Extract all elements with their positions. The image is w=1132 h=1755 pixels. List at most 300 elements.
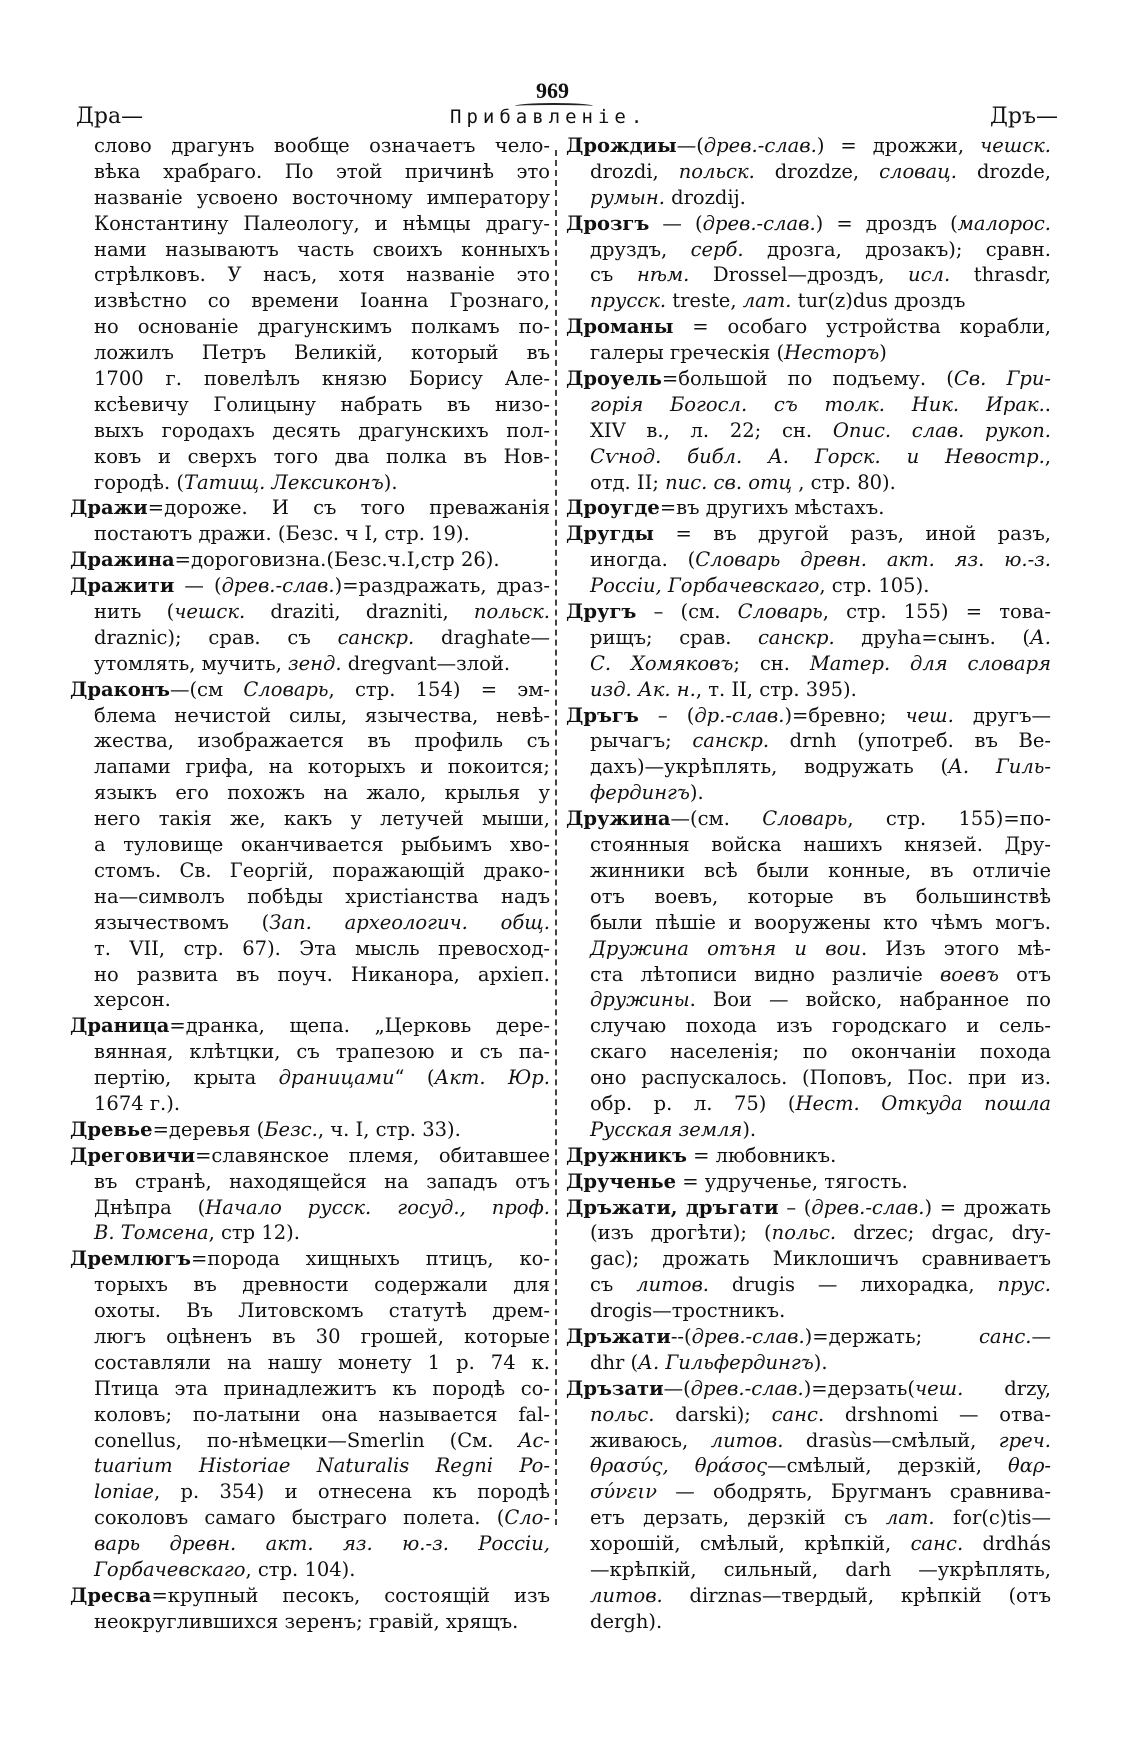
right-column xyxy=(566,133,1051,1635)
italic-reference: польск. xyxy=(678,159,755,183)
text-segment: = любовникъ. xyxy=(686,1143,837,1167)
italic-reference: серб. xyxy=(690,237,744,261)
text-segment: торыхъ въ древности содержали для xyxy=(94,1273,550,1297)
text-line xyxy=(70,1220,550,1246)
text-line xyxy=(566,470,1051,496)
text-segment: т. VII, стр. 67). Эта мысль превосход- xyxy=(94,936,550,960)
text-line xyxy=(70,366,550,392)
text-segment: , ч. I, стр. 33). xyxy=(317,1117,461,1141)
italic-reference: Горбачевскаго xyxy=(94,1557,246,1581)
text-line xyxy=(566,1143,1051,1169)
italic-reference: древ.-слав. xyxy=(703,134,817,157)
text-segment: , т. II, стр. 395). xyxy=(695,677,857,701)
text-line xyxy=(566,159,1051,185)
italic-reference: древ.-слав. xyxy=(690,1376,804,1400)
text-segment: =порода хищныхъ птицъ, ко- xyxy=(190,1247,550,1271)
italic-reference: нѣм. xyxy=(636,263,690,287)
dictionary-entry xyxy=(70,547,550,573)
text-line xyxy=(566,392,1051,418)
text-line xyxy=(566,366,1051,392)
text-segment: draziti, drazniti, xyxy=(245,600,474,624)
text-line xyxy=(566,340,1051,366)
headword: Драница xyxy=(70,1014,170,1038)
text-segment: drugis — лихорадка, xyxy=(709,1273,998,1297)
text-segment: conellus, по-нѣмецки—Smerlin (См. xyxy=(94,1428,519,1452)
text-line xyxy=(566,1195,1051,1221)
text-line xyxy=(70,832,550,858)
italic-reference: Акт. Юр. xyxy=(434,1066,550,1090)
headword: Дръзати xyxy=(566,1376,664,1400)
text-line xyxy=(70,625,550,651)
text-segment: ста лѣтописи видно различіе xyxy=(590,962,940,986)
text-line xyxy=(70,1583,550,1609)
text-segment: городѣ. ( xyxy=(94,470,184,494)
text-segment: дахъ)—укрѣплять, водружать ( xyxy=(590,755,949,779)
text-segment: = удрученье, тягость. xyxy=(676,1169,908,1193)
text-line xyxy=(566,547,1051,573)
text-segment: – ( xyxy=(638,703,695,727)
text-segment: — ( xyxy=(174,574,222,598)
text-segment: , стр. 104). xyxy=(245,1557,356,1581)
text-segment: въ странѣ, находящейся на западъ отъ xyxy=(94,1169,550,1193)
text-segment: , стр. 155) = това- xyxy=(822,600,1051,624)
text-segment: но основаніе драгунскимъ полкамъ по- xyxy=(94,315,550,339)
text-segment: Птица эта принадлежитъ къ породѣ со- xyxy=(94,1376,550,1400)
text-segment: – ( xyxy=(778,1195,812,1219)
text-line xyxy=(70,677,550,703)
text-segment: = особаго устройства корабли, xyxy=(673,315,1051,339)
text-segment: )=раздражать, драз- xyxy=(334,574,550,598)
headword: Дръгъ xyxy=(566,703,639,727)
text-line xyxy=(566,1453,1051,1479)
text-segment: блема нечистой силы, язычества, невѣ- xyxy=(94,703,550,727)
text-segment: извѣстно со времени Іоанна Грознаго, xyxy=(94,289,550,313)
italic-reference: чеш. xyxy=(905,703,954,727)
text-segment: вянная, клѣтцки, съ трапезою и съ па- xyxy=(94,1040,550,1064)
italic-reference: Словарь xyxy=(243,677,329,701)
text-segment: живаюсь, xyxy=(590,1428,711,1452)
text-line xyxy=(70,1505,550,1531)
italic-reference: малорос. xyxy=(957,211,1051,235)
dictionary-entry xyxy=(566,806,1051,1143)
italic-reference: θαρ- xyxy=(1008,1454,1052,1478)
text-segment: =деревья ( xyxy=(152,1117,265,1141)
text-segment: drdhás xyxy=(963,1532,1051,1556)
text-line xyxy=(566,1402,1051,1428)
text-segment: галеры греческія ( xyxy=(590,341,785,365)
text-segment: коловъ; по-латыни она называется fal- xyxy=(94,1402,550,1426)
text-line xyxy=(70,1065,550,1091)
text-segment: gac); дрожать Миклошичъ сравниваетъ xyxy=(590,1247,1051,1271)
dictionary-entry xyxy=(70,1246,550,1583)
text-segment: —( xyxy=(663,1376,691,1400)
text-segment: ковъ и сверхъ того два полка въ Нов- xyxy=(94,444,550,468)
text-segment: языкъ его похожъ на жало, крылья у xyxy=(94,781,550,805)
italic-reference: древ.-слав. xyxy=(691,1324,805,1348)
italic-reference: литов. xyxy=(710,1428,784,1452)
text-segment: )=дерзать( xyxy=(803,1376,915,1400)
text-segment: слово драгунъ вообще означаетъ чело- xyxy=(94,134,550,157)
text-segment: херсон. xyxy=(94,988,171,1012)
text-segment: )=бревно; xyxy=(784,703,906,727)
text-segment: хорошій, смѣлый, крѣпкій, xyxy=(590,1532,911,1556)
text-segment: жинники всѣ были конные, въ отличіе xyxy=(590,858,1051,882)
text-segment: постаютъ дражи. (Безс. ч I, стр. 19). xyxy=(94,522,470,546)
text-line xyxy=(70,1609,550,1635)
dictionary-entry xyxy=(566,211,1051,315)
headword: Дроуель xyxy=(566,367,662,391)
text-segment: утомлять, мучить, xyxy=(94,651,288,675)
text-line xyxy=(70,703,550,729)
text-segment: =дороже. И съ того преважанія xyxy=(147,496,550,520)
text-line xyxy=(566,832,1051,858)
text-line xyxy=(566,1557,1051,1583)
text-segment: drozdij. xyxy=(664,185,746,209)
italic-reference: А. Гиль- xyxy=(948,755,1051,779)
text-segment: drzy, xyxy=(963,1376,1051,1400)
text-line xyxy=(70,1453,550,1479)
text-line xyxy=(566,677,1051,703)
headword: Другъ xyxy=(566,600,637,624)
italic-reference: В. Томсена xyxy=(94,1221,209,1245)
text-line xyxy=(566,1609,1051,1635)
text-line xyxy=(566,185,1051,211)
text-line xyxy=(70,1195,550,1221)
headword: Дроманы xyxy=(566,315,674,339)
italic-reference: санскр. xyxy=(337,625,415,649)
text-line xyxy=(566,625,1051,651)
text-segment: , p. 354) и отнесена къ породѣ xyxy=(153,1480,550,1504)
text-line xyxy=(70,444,550,470)
text-segment: отъ воевъ, которые въ большинствѣ xyxy=(590,884,1051,908)
text-segment: 1700 г. повелѣлъ князю Борису Але- xyxy=(94,367,550,391)
text-line xyxy=(566,599,1051,625)
text-line xyxy=(70,547,550,573)
text-line xyxy=(70,1039,550,1065)
text-line xyxy=(70,237,550,263)
text-segment: ) = дрожжи, xyxy=(816,134,981,157)
italic-reference: словац. xyxy=(879,159,957,183)
text-line xyxy=(566,1428,1051,1454)
text-line xyxy=(70,987,550,1013)
text-segment: drozde, xyxy=(956,159,1051,183)
text-line xyxy=(566,237,1051,263)
text-segment: иногда. ( xyxy=(590,548,696,572)
text-segment: ). xyxy=(383,470,398,494)
text-segment: , стр. 105). xyxy=(819,574,930,598)
text-segment: , xyxy=(1044,444,1051,468)
text-segment: ) xyxy=(879,341,887,365)
text-segment: но развита въ поуч. Никанора, архіеп. xyxy=(94,962,550,986)
text-line xyxy=(566,1505,1051,1531)
text-line xyxy=(566,1220,1051,1246)
text-line xyxy=(70,262,550,288)
text-line xyxy=(566,1272,1051,1298)
text-segment: охоты. Въ Литовскомъ статутѣ дрем- xyxy=(94,1299,550,1323)
headword: Дреговичи xyxy=(70,1143,196,1167)
text-line xyxy=(566,1013,1051,1039)
text-segment: составляли на нашу монету 1 р. 74 к. xyxy=(94,1350,550,1374)
text-segment: случаю похода изъ городскаго и сель- xyxy=(590,1014,1051,1038)
text-line xyxy=(566,133,1051,159)
text-segment: dirznas—твердый, крѣпкій (отъ xyxy=(662,1583,1051,1607)
headword: Друченье xyxy=(566,1169,677,1193)
text-segment: нами называютъ часть своихъ конныхъ xyxy=(94,237,550,261)
text-segment: дрозга, дрозакъ); сравн. xyxy=(743,237,1051,261)
text-segment: другъ— xyxy=(953,703,1051,727)
running-head-left: Дра— xyxy=(76,104,144,129)
text-segment: съ xyxy=(590,263,637,287)
italic-reference: древ.-слав. xyxy=(702,211,816,235)
italic-reference: исл. xyxy=(908,263,951,287)
text-segment: на—символъ побѣды христіанства надъ xyxy=(94,884,550,908)
text-line xyxy=(70,1479,550,1505)
text-segment: =дороговизна.(Безс.ч.I,стр 26). xyxy=(174,548,500,572)
italic-reference: горія Богосл. съ толк. Ник. Ирак. xyxy=(590,392,1045,416)
text-segment: — ободрять, Бругманъ сравнива- xyxy=(656,1480,1051,1504)
running-head-right: Дръ— xyxy=(990,104,1058,129)
italic-reference: воевъ xyxy=(939,962,999,986)
text-line xyxy=(70,962,550,988)
text-segment: treste, xyxy=(666,289,743,313)
text-line xyxy=(70,599,550,625)
text-segment: неокруглившихся зеренъ; гравій, хрящъ. xyxy=(94,1609,519,1633)
text-segment: , стр. 154) = эм- xyxy=(328,677,550,701)
headword: Дражина xyxy=(70,548,175,572)
italic-reference: Зап. археологич. общ. xyxy=(269,910,551,934)
text-line xyxy=(70,340,550,366)
text-segment: нить ( xyxy=(94,600,175,624)
text-segment: оно распускалось. (Поповъ, Пос. при из. xyxy=(590,1066,1051,1090)
text-segment: =въ другихъ мѣстахъ. xyxy=(659,496,885,520)
italic-reference: чеш. xyxy=(914,1376,964,1400)
italic-reference: древ.-слав. xyxy=(811,1195,925,1219)
italic-reference: Нест. Откуда пошла xyxy=(795,1091,1051,1115)
text-segment: соколовъ самаго быстраго полета. ( xyxy=(94,1506,505,1530)
text-line xyxy=(566,806,1051,832)
italic-reference: прусск. xyxy=(590,289,667,313)
italic-reference: Словарь xyxy=(762,807,848,831)
dictionary-entry xyxy=(566,521,1051,599)
italic-reference: tuarium Historiae Naturalis Regni Po- xyxy=(94,1454,550,1478)
headword: Дражи xyxy=(70,496,148,520)
italic-reference: санс. xyxy=(771,1402,825,1426)
text-line xyxy=(566,1350,1051,1376)
text-segment: съ xyxy=(590,1273,637,1297)
text-line xyxy=(566,910,1051,936)
text-segment: друha=сынъ. ( xyxy=(834,625,1031,649)
italic-reference: санскр. xyxy=(758,625,835,649)
text-line xyxy=(70,1117,550,1143)
text-segment: скаго населенія; по окончаніи похода xyxy=(590,1040,1051,1064)
text-line xyxy=(566,1169,1051,1195)
text-segment: . Изъ этого мѣ- xyxy=(860,936,1051,960)
text-line xyxy=(70,1013,550,1039)
text-segment: drogis—тростникъ. xyxy=(590,1299,786,1323)
text-segment: drozdi, xyxy=(590,159,679,183)
text-segment: жества, изображается въ профиль съ xyxy=(94,729,550,753)
text-line xyxy=(566,314,1051,340)
headword: Дрозгъ xyxy=(566,211,650,235)
italic-reference: санс. xyxy=(910,1532,964,1556)
text-segment: названіе усвоено восточному императору xyxy=(94,185,550,209)
text-segment: Константину Палеологу, и нѣмцы драгу- xyxy=(94,211,550,235)
text-segment: = въ другой разъ, иной разъ, xyxy=(653,522,1051,546)
text-line xyxy=(70,159,550,185)
text-segment: drnh (употреб. въ Ве- xyxy=(769,729,1051,753)
text-segment: thrasdr, xyxy=(950,263,1051,287)
headword: Дружина xyxy=(566,807,671,831)
italic-reference: Св. Гри- xyxy=(953,367,1051,391)
text-line xyxy=(566,418,1051,444)
italic-reference: санскр. xyxy=(692,729,770,753)
dictionary-entry xyxy=(70,1117,550,1143)
italic-reference: дружины xyxy=(590,988,690,1012)
text-line xyxy=(566,1091,1051,1117)
text-segment: darski); xyxy=(654,1402,772,1426)
italic-reference: др.-слав. xyxy=(694,703,785,727)
text-segment: стомъ. Св. Георгій, поражающій драко- xyxy=(94,858,550,882)
italic-reference: драницами xyxy=(278,1066,395,1090)
text-segment: — xyxy=(1031,1324,1051,1348)
headword: Дръжати, дръгати xyxy=(566,1195,779,1219)
text-line xyxy=(566,754,1051,780)
text-line xyxy=(70,1324,550,1350)
text-segment: , стр. 80). xyxy=(792,470,896,494)
italic-reference: loniae xyxy=(94,1480,154,1504)
text-segment: draghate— xyxy=(414,625,551,649)
italic-reference: польск. xyxy=(473,600,550,624)
text-segment: (изъ дрогѣти); ( xyxy=(590,1221,772,1245)
italic-reference: греч. xyxy=(998,1428,1051,1452)
italic-reference: польс. xyxy=(590,1402,655,1426)
text-line xyxy=(70,314,550,340)
text-segment: , стр. 155)=по- xyxy=(847,807,1051,831)
italic-reference: литов. xyxy=(636,1273,710,1297)
text-segment: друздъ, xyxy=(590,237,691,261)
text-line xyxy=(70,1557,550,1583)
headword: Дражити xyxy=(70,574,175,598)
headword: Другды xyxy=(566,522,654,546)
text-line xyxy=(70,1143,550,1169)
italic-reference: σύνειν xyxy=(590,1480,657,1504)
text-line xyxy=(70,418,550,444)
text-line xyxy=(70,288,550,314)
text-segment: ). xyxy=(689,781,704,805)
text-segment: draznic); срав. съ xyxy=(94,625,338,649)
italic-reference: Опис. слав. рукоп. xyxy=(832,418,1051,442)
text-segment: него такія же, какъ у летучей мыши, xyxy=(94,807,550,831)
dictionary-entry xyxy=(70,495,550,547)
text-segment: ). xyxy=(742,1117,757,1141)
text-segment: етъ дерзать, дерзкій съ xyxy=(590,1506,886,1530)
text-segment: drasùs—смѣлый, xyxy=(783,1428,999,1452)
text-line xyxy=(70,185,550,211)
text-line xyxy=(566,858,1051,884)
text-line xyxy=(70,910,550,936)
text-line xyxy=(70,780,550,806)
text-line xyxy=(566,1479,1051,1505)
text-line xyxy=(566,703,1051,729)
text-segment: отъ xyxy=(998,962,1051,986)
text-segment: “ ( xyxy=(394,1066,435,1090)
headword: Дружникъ xyxy=(566,1143,687,1167)
italic-reference: зенд. xyxy=(288,651,342,675)
text-segment: – (см. xyxy=(636,600,738,624)
italic-reference: Начало русск. госуд., проф. xyxy=(205,1195,550,1219)
italic-reference: Несторъ xyxy=(784,341,880,365)
text-line xyxy=(566,1246,1051,1272)
italic-reference: Сло- xyxy=(504,1506,550,1530)
dictionary-entry xyxy=(566,1324,1051,1376)
text-line xyxy=(70,1169,550,1195)
italic-reference: Безс. xyxy=(264,1117,318,1141)
text-line xyxy=(70,1402,550,1428)
text-line xyxy=(566,211,1051,237)
headword: Дремлюгъ xyxy=(70,1247,191,1271)
text-line xyxy=(566,573,1051,599)
left-column xyxy=(70,133,550,1635)
text-segment: drzec; drgac, dry- xyxy=(836,1221,1051,1245)
text-segment: язычествомъ ( xyxy=(94,910,270,934)
dictionary-entry xyxy=(566,1169,1051,1195)
column-divider xyxy=(555,150,557,1525)
text-line xyxy=(70,133,550,159)
text-line xyxy=(70,806,550,832)
dictionary-entry xyxy=(70,573,550,677)
text-line xyxy=(566,1324,1051,1350)
text-line xyxy=(566,936,1051,962)
italic-reference: Словарь древн. акт. яз. ю.-з. xyxy=(695,548,1051,572)
dictionary-entry xyxy=(70,1013,550,1117)
text-segment: . Вои — войско, набранное по xyxy=(689,988,1051,1012)
italic-reference: Россіи, Горбачевскаго xyxy=(590,574,820,598)
text-segment: — ( xyxy=(649,211,703,235)
text-line xyxy=(70,651,550,677)
italic-reference: чешск. xyxy=(174,600,246,624)
text-line xyxy=(566,651,1051,677)
text-segment: —крѣпкій, сильный, darh —укрѣплять, xyxy=(590,1557,1051,1581)
italic-reference: А. xyxy=(1030,625,1051,649)
text-line xyxy=(70,884,550,910)
text-line xyxy=(70,1298,550,1324)
text-segment: ксѣевичу Голицыну набрать въ низо- xyxy=(94,392,550,416)
italic-reference: θρασύς, θράσος xyxy=(590,1454,768,1478)
text-segment: =дранка, щепа. „Церковь дере- xyxy=(169,1014,550,1038)
headword: Древье xyxy=(70,1117,153,1141)
text-segment: =большой по подъему. ( xyxy=(661,367,954,391)
text-line xyxy=(70,1091,550,1117)
text-line xyxy=(70,1428,550,1454)
italic-reference: древ.-слав. xyxy=(221,574,335,598)
text-line xyxy=(566,1583,1051,1609)
dictionary-entry xyxy=(566,703,1051,807)
text-segment: =крупный песокъ, состоящій изъ xyxy=(151,1583,550,1607)
text-segment: ) = дрожать xyxy=(924,1195,1051,1219)
text-line xyxy=(70,495,550,521)
text-line xyxy=(70,1272,550,1298)
text-segment: drozdze, xyxy=(754,159,880,183)
text-line xyxy=(566,1531,1051,1557)
text-line xyxy=(70,754,550,780)
text-segment: drshnomi — отва- xyxy=(824,1402,1051,1426)
dictionary-entry xyxy=(566,1376,1051,1635)
italic-reference: польс. xyxy=(771,1221,837,1245)
text-segment: выхъ городахъ десять драгунскихъ пол- xyxy=(94,418,550,442)
italic-reference: С. Хомяковъ xyxy=(590,651,734,675)
text-line xyxy=(566,495,1051,521)
italic-reference: лат. xyxy=(885,1506,935,1530)
